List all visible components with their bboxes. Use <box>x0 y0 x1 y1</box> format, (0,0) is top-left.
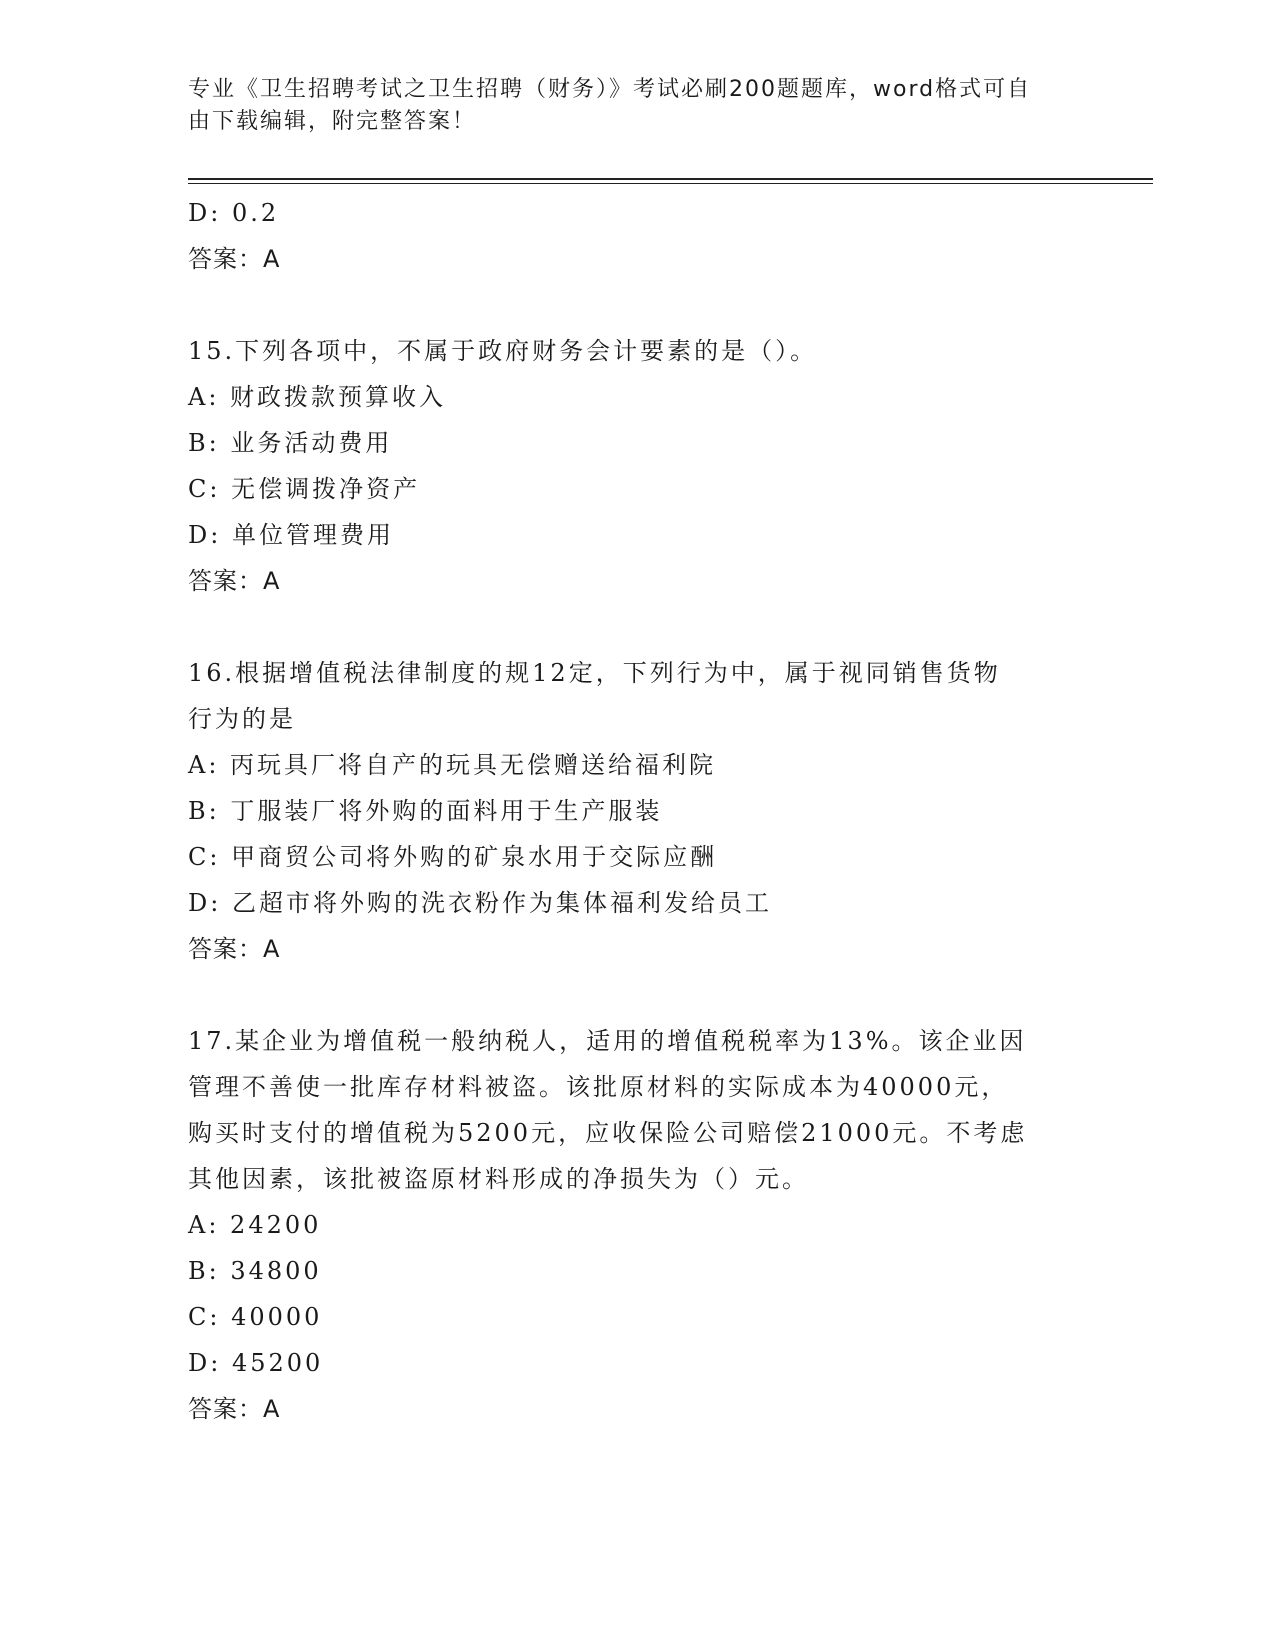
question-17 <box>188 1018 1088 1432</box>
header-line-1: 专业《卫生招聘考试之卫生招聘（财务）》考试必刷200题题库，word格式可自 <box>188 77 1032 102</box>
header-divider-thick <box>188 178 1153 180</box>
spacer <box>188 282 1088 328</box>
question-15-stem: 15.下列各项中，不属于政府财务会计要素的是（）。 <box>188 337 818 365</box>
question-16-stem-line-1: 16.根据增值税法律制度的规12定，下列行为中，属于视同销售货物 <box>188 659 1001 687</box>
question-15-option-d: D: 单位管理费用 <box>188 521 394 549</box>
spacer <box>188 604 1088 650</box>
question-16-answer: 答案：A <box>188 935 281 963</box>
question-16-option-a: A: 丙玩具厂将自产的玩具无偿赠送给福利院 <box>188 751 717 779</box>
question-17-stem-line-4: 其他因素，该批被盗原材料形成的净损失为（）元。 <box>188 1165 809 1193</box>
prev-answer: 答案：A <box>188 245 281 273</box>
question-15-option-c: C: 无偿调拨净资产 <box>188 475 421 503</box>
question-17-option-b: B: 34800 <box>188 1257 322 1285</box>
question-16-option-d: D: 乙超市将外购的洗衣粉作为集体福利发给员工 <box>188 889 772 917</box>
question-15-option-a: A: 财政拨款预算收入 <box>188 383 447 411</box>
question-16-stem-line-2: 行为的是 <box>188 705 296 733</box>
question-17-stem-line-2: 管理不善使一批库存材料被盗。该批原材料的实际成本为40000元， <box>188 1073 1009 1101</box>
header-divider-thin <box>188 183 1153 184</box>
question-15 <box>188 328 1088 604</box>
question-17-stem-line-3: 购买时支付的增值税为5200元，应收保险公司赔偿21000元。不考虑 <box>188 1119 1028 1147</box>
question-15-answer: 答案：A <box>188 567 281 595</box>
question-17-option-a: A: 24200 <box>188 1211 322 1239</box>
question-17-option-d: D: 45200 <box>188 1349 324 1377</box>
question-17-stem-line-1: 17.某企业为增值税一般纳税人，适用的增值税税率为13%。该企业因 <box>188 1027 1027 1055</box>
question-16-option-b: B: 丁服装厂将外购的面料用于生产服装 <box>188 797 663 825</box>
question-16 <box>188 650 1088 972</box>
spacer <box>188 972 1088 1018</box>
page-header <box>188 74 1068 138</box>
prev-option-d: D: 0.2 <box>188 199 280 227</box>
question-17-option-c: C: 40000 <box>188 1303 323 1331</box>
question-17-answer: 答案：A <box>188 1395 281 1423</box>
question-16-option-c: C: 甲商贸公司将外购的矿泉水用于交际应酬 <box>188 843 718 871</box>
header-line-2: 由下载编辑，附完整答案！ <box>188 109 477 134</box>
question-content <box>188 190 1088 1432</box>
question-15-option-b: B: 业务活动费用 <box>188 429 393 457</box>
